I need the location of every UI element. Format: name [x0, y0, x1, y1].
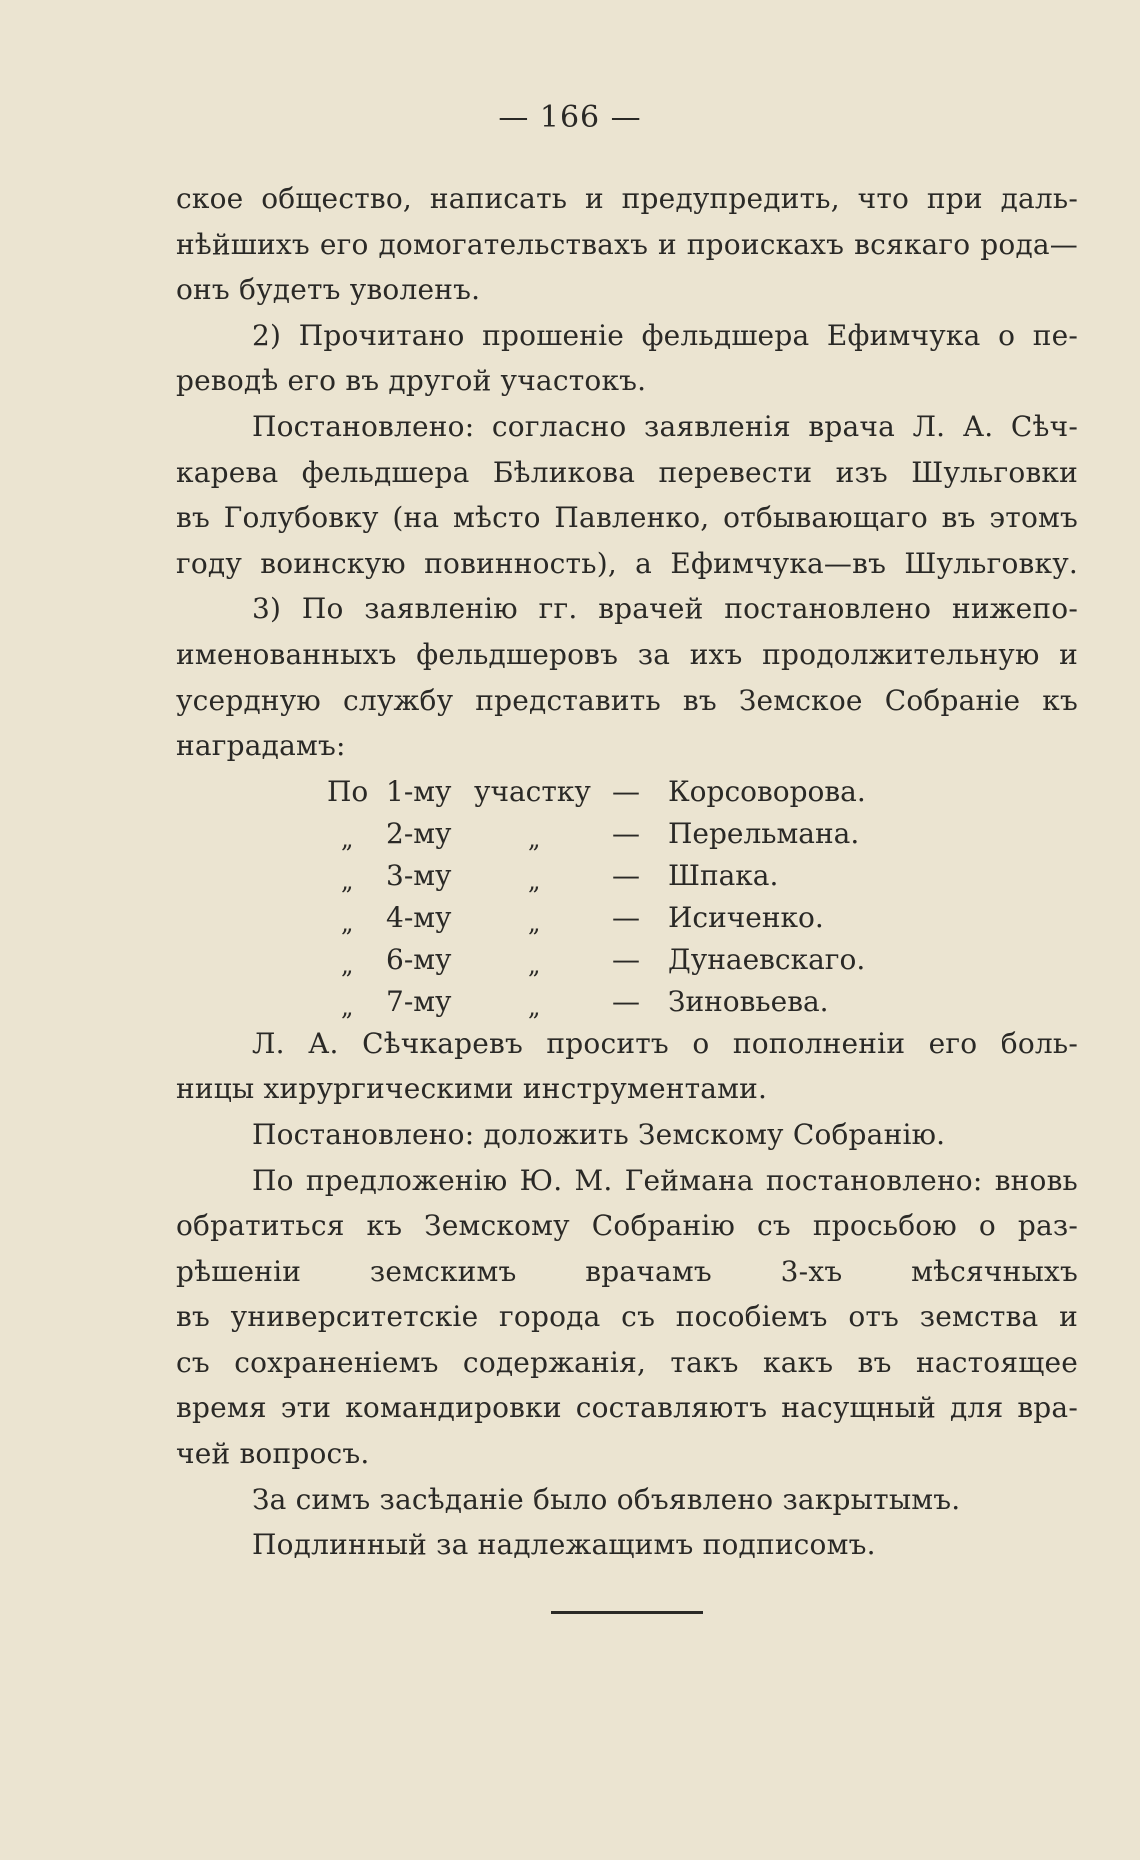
award-district: 6-му — [386, 942, 452, 976]
page-number: — 166 — — [498, 100, 642, 135]
text-line: въ университетскіе города съ пособіемъ отъ земства и — [176, 1300, 1078, 1334]
award-row — [176, 853, 1078, 895]
text-line: чей вопросъ. — [176, 1437, 370, 1471]
award-prefix: По — [327, 774, 369, 808]
text-line: ницы хирургическими инструментами. — [176, 1072, 768, 1106]
text-line: съ сохраненіемъ содержанія, такъ какъ въ настоящее — [176, 1345, 1078, 1379]
award-dash: — — [612, 774, 640, 808]
award-dash: — — [612, 858, 640, 892]
award-word: участку — [474, 774, 591, 808]
text-line: Постановлено: доложить Земскому Собранію. — [252, 1117, 946, 1151]
text-line: Подлинный за надлежащимъ подписомъ. — [252, 1528, 876, 1562]
ditto-mark: „ — [528, 908, 541, 937]
text-line: наградамъ: — [176, 729, 346, 763]
award-district: 1-му — [386, 774, 452, 808]
text-line: году воинскую повинность), а Ефимчука—въ Шульговку. — [176, 546, 1078, 580]
award-district: 3-му — [386, 858, 452, 892]
ditto-mark: „ — [341, 950, 354, 979]
award-district: 2-му — [386, 816, 452, 850]
award-row — [176, 895, 1078, 937]
text-line: именованныхъ фельдшеровъ за ихъ продолжительную и — [176, 637, 1078, 671]
ditto-mark: „ — [341, 908, 354, 937]
award-row — [176, 979, 1078, 1021]
award-name: Корсоворова. — [668, 774, 866, 808]
ditto-mark: „ — [528, 824, 541, 853]
award-dash: — — [612, 816, 640, 850]
award-district: 4-му — [386, 900, 452, 934]
text-line: Постановлено: согласно заявленія врача Л. А. Сѣч- — [252, 409, 1078, 443]
text-line: реводѣ его въ другой участокъ. — [176, 364, 647, 398]
text-line: рѣшеніи земскимъ врачамъ 3-хъ мѣсячныхъ — [176, 1254, 1078, 1288]
awards-list — [176, 769, 1078, 1021]
text-line: За симъ засѣданіе было объявлено закрытымъ. — [252, 1482, 961, 1516]
award-dash: — — [612, 942, 640, 976]
ditto-mark: „ — [528, 950, 541, 979]
ditto-mark: „ — [528, 992, 541, 1021]
award-dash: — — [612, 984, 640, 1018]
text-line: нѣйшихъ его домогательствахъ и проискахъ всякаго рода— — [176, 227, 1078, 261]
text-line: карева фельдшера Бѣликова перевести изъ Шульговки — [176, 455, 1078, 489]
end-rule — [551, 1611, 703, 1614]
award-name: Перельмана. — [668, 816, 860, 850]
text-line: 2) Прочитано прошеніе фельдшера Ефимчука о пе- — [252, 318, 1078, 352]
text-line: обратиться къ Земскому Собранію съ просьбою о раз- — [176, 1209, 1078, 1243]
award-district: 7-му — [386, 984, 452, 1018]
ditto-mark: „ — [528, 866, 541, 895]
award-name: Зиновьева. — [668, 984, 829, 1018]
ditto-mark: „ — [341, 866, 354, 895]
award-row — [176, 937, 1078, 979]
text-line: По предложенію Ю. М. Геймана постановлено: вновь — [252, 1163, 1078, 1197]
text-line: ское общество, написать и предупредить, что при даль- — [176, 182, 1078, 215]
text-line: 3) По заявленію гг. врачей постановлено нижепо- — [252, 592, 1078, 626]
award-row — [176, 811, 1078, 853]
ditto-mark: „ — [341, 824, 354, 853]
award-row — [176, 769, 1078, 811]
award-dash: — — [612, 900, 640, 934]
award-name: Шпака. — [668, 858, 779, 892]
text-line: Л. А. Сѣчкаревъ проситъ о пополненіи его боль- — [252, 1026, 1078, 1060]
award-name: Дунаевскаго. — [668, 942, 866, 976]
body-text — [176, 176, 1078, 1568]
text-line: въ Голубовку (на мѣсто Павленко, отбывающаго въ этомъ — [176, 501, 1078, 535]
text-line: усердную службу представить въ Земское Собраніе къ — [176, 683, 1078, 717]
text-line: онъ будетъ уволенъ. — [176, 273, 481, 307]
text-line: время эти командировки составляютъ насущный для вра- — [176, 1391, 1078, 1425]
ditto-mark: „ — [341, 992, 354, 1021]
award-name: Исиченко. — [668, 900, 824, 934]
